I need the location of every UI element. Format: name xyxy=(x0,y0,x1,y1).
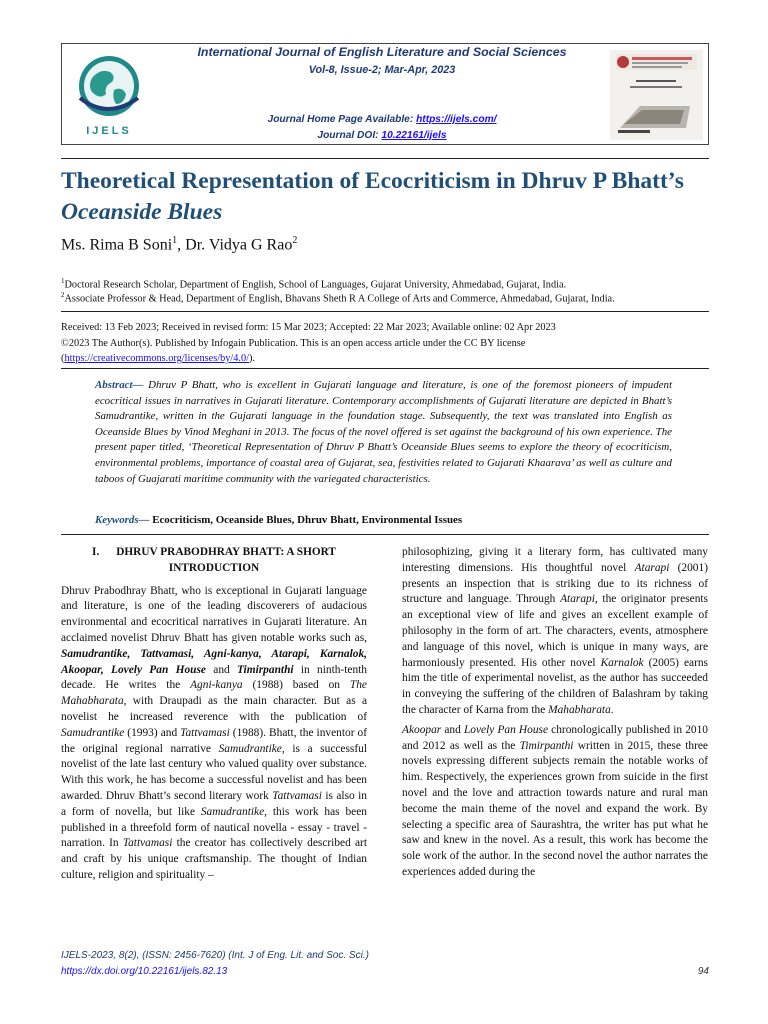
author-2: Dr. Vidya G Rao xyxy=(185,236,293,254)
header-rule xyxy=(61,158,709,159)
section-heading xyxy=(61,545,367,577)
footer-doi-link[interactable]: https://dx.doi.org/10.22161/ijels.82.13 xyxy=(61,966,228,977)
homepage-label: Journal Home Page Available: xyxy=(267,114,414,125)
abstract-label: Abstract— xyxy=(95,379,144,391)
doi-label: Journal DOI: xyxy=(317,130,379,141)
author-separator: , xyxy=(177,236,186,254)
section-title-2: INTRODUCTION xyxy=(168,561,260,574)
journal-cover-image xyxy=(610,50,703,140)
aff-1-sup: 1 xyxy=(61,277,65,285)
journal-homepage xyxy=(160,114,604,125)
footer-doi xyxy=(61,966,227,977)
keywords-text: Ecocriticism, Oceanside Blues, Dhruv Bhatt, Environmental Issues xyxy=(152,514,463,526)
abstract-text: Dhruv P Bhatt, who is excellent in Gujarati language and literature, is one of the foremost pioneers of impudent ecocritical issues in narratives in Gujarati literature. Contemporary accomplishments of Gujarati literature are depicted in Bhatt’s Samudrantike, written in the Gujarati language in the foundation stage. Subsequently, the text was translated into English as Oceanside Blues by Vinod Meghani in 2013. The focus of the novel offered is set against the background of his own experience. The present paper titled, ‘Theoretical Representation of Dhruv P Bhatt’s Oceanside Blues seems to explore the theory of ecocriticism, environmental problems, importance of coastal area of Gujarat, sea, festivities related to Gujarati Khaarava’ as well as culture and taboos of Guajarati maritime community with the variegated characteristics. xyxy=(95,379,672,485)
aff-rule xyxy=(61,311,709,312)
title-italic: Oceanside Blues xyxy=(61,199,223,225)
author-1: Ms. Rima B Soni xyxy=(61,236,173,254)
article-title xyxy=(61,166,721,228)
dates-line: Received: 13 Feb 2023; Received in revised form: 15 Mar 2023; Accepted: 22 Mar 2023; Available online: 02 Apr 2023 xyxy=(61,322,556,333)
publication-dates xyxy=(61,320,711,367)
body-column-left xyxy=(61,545,367,884)
journal-logo xyxy=(70,50,148,140)
author-list xyxy=(61,235,297,254)
body-paragraph: Akoopar and Lovely Pan House chronologically published in 2010 and 2012 as well as the Timirpanthi written in 2015, these three novels expressing different subjects remain the notable works of him. Respectively, the experiences grown from suicide in the first novel and the love and attraction towards nature and rural man become the main theme of the novel and expand the work. By selecting a specific area of Saurashtra, the writer has put what he saw and knew in the novel. As a result, this work has become the sole work of the author. In the second novel the author narrates the experiences added during the xyxy=(402,723,708,878)
keywords xyxy=(95,514,462,526)
affiliation-2 xyxy=(61,291,615,304)
page-number: 94 xyxy=(697,966,709,977)
title-main: Theoretical Representation of Ecocriticism in Dhruv P Bhatt’s xyxy=(61,168,684,194)
body-paragraph: Dhruv Prabodhray Bhatt, who is exceptional in Gujarati language and literature, is one of the leading discoverers of audacious environmental and ecocritical narratives in Gujarati literature. An acclaimed novelist Dhruv Bhatt has given notable works such as, Samudrantike, Tattvamasi, Agni-kanya, Atarapi, Karnalok, Akoopar, Lovely Pan House and Timirpanthi in ninth-tenth decade. He writes the Agni-kanya (1988) based on The Mahabharata, with Draupadi as the main character. But as a novelist he increased reverence with the publication of Samudrantike (1993) and Tattvamasi (1988). Bhatt, the inventor of the original regional narrative Samudrantike, is a successful novelist of the late last century who valued quality over substance. With this work, he has become a successful novelist and has been awarded. Dhruv Bhatt’s second literary work Tattvamasi is also in a form of novella, but like Samudrantike, this work has been published in a threefold form of nautical novella - essay - travel - narration. In Tattvamasi the creator has collectively described art and craft by his unique craftsmanship. The thought of Indian culture, religion and spirituality – xyxy=(61,584,368,881)
keywords-label: Keywords— xyxy=(95,514,150,526)
author-1-sup: 1 xyxy=(172,235,178,246)
license-link[interactable]: https://creativecommons.org/licenses/by/4.0/ xyxy=(64,353,249,364)
body-paragraph: philosophizing, giving it a literary form, has cultivated many interesting dimensions. His thoughtful novel Atarapi (2001) presents an inspection that is striking due to its richness of structure and language. Through Atarapi, the originator presents an exceptional view of life and gives an excellent example of philosophy in the form of art. The characters, events, atmosphere and language of this novel, which is unique in many ways, are harmoniously presented. His other novel Karnalok (2005) earns him the title of experimental novelist, as the author has succeeded in conveying the suffering of the children of Balashram by taking the character of Karna from the Mahabharata. xyxy=(402,546,708,716)
aff-1-text: Doctoral Research Scholar, Department of English, School of Languages, Gujarat University, Ahmedabad, Gujarat, India. xyxy=(64,279,567,291)
homepage-link[interactable]: https://ijels.com/ xyxy=(416,114,497,125)
license-link-line: (https://creativecommons.org/licenses/by/4.0/). xyxy=(61,353,256,364)
footer-citation: IJELS-2023, 8(2), (ISSN: 2456-7620) (Int. J of Eng. Lit. and Soc. Sci.) xyxy=(61,950,369,961)
logo-text: IJELS xyxy=(86,125,132,137)
abstract-rule xyxy=(61,534,709,535)
journal-volume: Vol-8, Issue-2; Mar-Apr, 2023 xyxy=(308,64,456,76)
body-column-right xyxy=(402,545,708,881)
aff-2-sup: 2 xyxy=(61,291,65,299)
section-title-1: DHRUV PRABODHRAY BHATT: A SHORT xyxy=(116,546,336,558)
journal-name: International Journal of English Literature and Social Sciences xyxy=(197,45,567,59)
license-line: ©2023 The Author(s). Published by Infogain Publication. This is an open access article under the CC BY license xyxy=(61,337,526,349)
aff-2-text: Associate Professor & Head, Department of English, Bhavans Sheth R A College of Arts and Commerce, Ahmedabad, Gujarat, India. xyxy=(64,293,615,305)
journal-doi xyxy=(160,130,604,141)
section-number: I. xyxy=(92,546,100,558)
author-2-sup: 2 xyxy=(292,235,298,246)
abstract xyxy=(95,378,672,487)
doi-link[interactable]: 10.22161/ijels xyxy=(381,130,447,141)
dates-rule xyxy=(61,368,709,369)
affiliation-1 xyxy=(61,277,566,290)
